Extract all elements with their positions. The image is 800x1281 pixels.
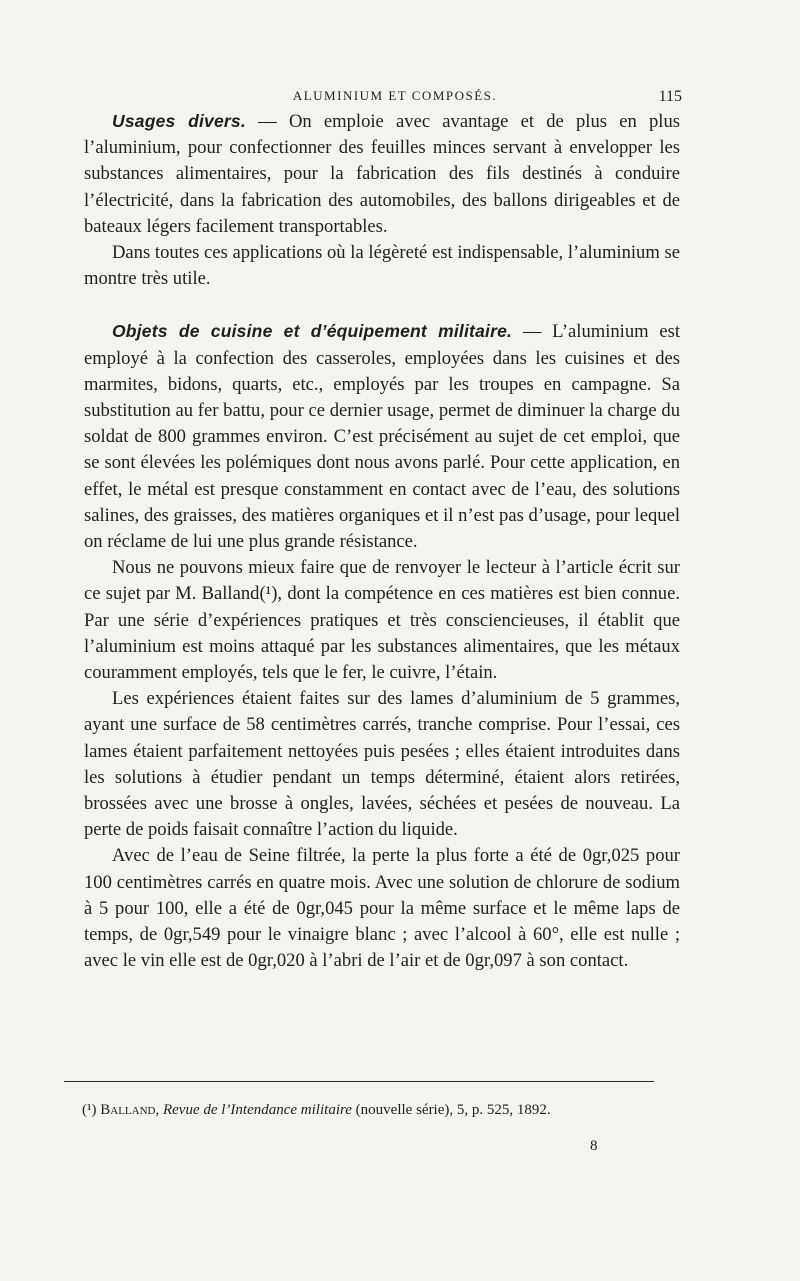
paragraph-text: , dont la compétence en ces matières est bien connue. Par une série d’expériences pratiques et très consciencieuses, il établit que l’aluminium est moins attaqué par les substances alimentaires, que les métaux couramment employés, tels que le fer, le cuivre, l’étain. — [84, 583, 680, 684]
section-heading-objets-cuisine: Objets de cuisine et d’équipement militaire. — [112, 321, 513, 342]
footnote-journal: Revue de l’Intendance militaire — [162, 1102, 352, 1118]
paragraph-text: — On emploie avec avantage et de plus en plus l’aluminium, pour confectionner des feuilles minces servant à envelopper les substances alimentaires, pour la fabrication des fils destinés à conduire l’électricité, dans la fabrication des automobiles, des ballons dirigeables et de bateaux légers facilement transportables. — [84, 111, 680, 237]
paragraph-experiences: Les expériences étaient faites sur des lames d’aluminium de 5 grammes, ayant une surface de 58 centimètres carrés, tranche comprise. Pour l’essai, ces lames étaient parfaitement nettoyées puis pesées ; elles étaient introduites dans les solutions à étudier pendant un temps déterminé, étaient alors retirées, brossées avec une brosse à ongles, lavées, séchées et pesées de nouveau. La perte de poids faisait connaître l’action du liquide. — [84, 688, 680, 841]
page-number: 115 — [658, 88, 682, 105]
paragraph-text: — L’aluminium est employé à la confection des casseroles, employées dans les cuisines et des marmites, bidons, quarts, etc., employés par les troupes en campagne. Sa substitution au fer battu, pour ce dernier usage, permet de diminuer la charge du soldat de 800 grammes environ. C’est précisément au sujet de cet emploi, que se sont élevées les polémiques dont nous avons parlé. Pour cette application, en effet, le métal est presque constamment en contact avec de l’eau, des solutions salines, des graisses, des matières organiques et il n’est pas d’usage, pour lequel on réclame de lui une plus grande résistance. — [84, 321, 680, 553]
paragraph-balland — [84, 555, 680, 686]
body-text — [84, 108, 680, 975]
footnote-divider — [64, 1081, 654, 1082]
footnote-author: Balland, — [100, 1102, 160, 1118]
paragraph-applications: Dans toutes ces applications où la légèreté est indispensable, l’aluminium se montre très utile. — [84, 242, 680, 290]
section-heading-usages-divers: Usages divers. — [112, 111, 246, 131]
footnote-details: (nouvelle série), 5, p. 525, 1892. — [355, 1102, 551, 1118]
running-title: ALUMINIUM ET COMPOSÉS. — [292, 88, 498, 103]
footnote — [82, 1100, 680, 1120]
paragraph-results: Avec de l’eau de Seine filtrée, la perte la plus forte a été de 0gr,025 pour 100 centimètres carrés en quatre mois. Avec une solution de chlorure de sodium à 5 pour 100, elle a été de 0gr,045 pour la même surface et le même laps de temps, de 0gr,549 pour le vinaigre blanc ; avec l’alcool à 60°, elle est nulle ; avec le vin elle est de 0gr,020 à l’abri de l’air et de 0gr,097 à son contact. — [84, 845, 680, 972]
footnote-reference: (¹) — [259, 583, 278, 605]
footnote-marker: (¹) — [82, 1102, 97, 1118]
signature-mark: 8 — [590, 1138, 598, 1154]
section-gap — [84, 292, 680, 318]
paragraph-text: Nous ne pouvons mieux faire que de renvoyer le lecteur à l’article écrit sur ce sujet par M. Balland — [84, 557, 680, 605]
paragraph-usages-divers — [84, 108, 680, 240]
paragraph-objets-cuisine — [84, 318, 680, 555]
